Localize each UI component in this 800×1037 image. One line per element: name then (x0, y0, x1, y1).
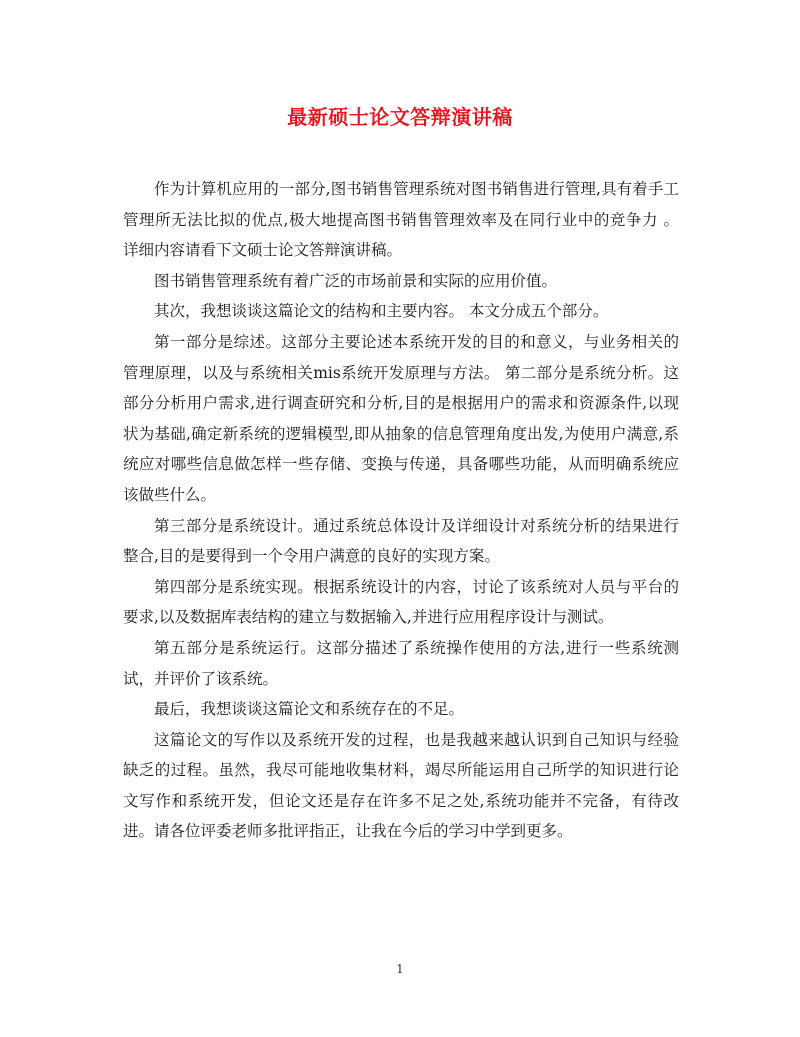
page-number: 1 (396, 962, 404, 976)
paragraph-structure: 其次，我想谈谈这篇论文的结构和主要内容。 本文分成五个部分。 (154, 302, 609, 321)
paragraph-part-five: 第五部分是系统运行。这部分描述了系统操作使用的方法,进行一些系统测试，并评价了该系统。 (123, 638, 679, 688)
paragraph-market-value: 图书销售管理系统有着广泛的市场前景和实际的应用价值。 (154, 271, 558, 290)
paragraph-part-three: 第三部分是系统设计。通过系统总体设计及详细设计对系统分析的结果进行整合,目的是要得到一个令用户满意的良好的实现方案。 (123, 516, 679, 566)
document-title: 最新硕士论文答辩演讲稿 (287, 105, 513, 129)
paragraph-conclusion: 这篇论文的写作以及系统开发的过程，也是我越来越认识到自己知识与经验缺乏的过程。虽然，我尽可能地收集材料，竭尽所能运用自己所学的知识进行论文写作和系统开发，但论文还是存在许多不足之处,系统功能并不完备，有待改进。请各位评委老师多批评指正，让我在今后的学习中学到更多。 (123, 730, 679, 841)
paragraph-part-one-two: 第一部分是综述。这部分主要论述本系统开发的目的和意义，与业务相关的管理原理，以及与系统相关mis系统开发原理与方法。 第二部分是系统分析。这部分分析用户需求,进行调查研究和分析,目的是根据用户的需求和资源条件,以现状为基础,确定新系统的逻辑模型,即从抽象的信息管理角度出发,为使用户满意,系统应对哪些信息做怎样一些存储、变换与传递，具备哪些功能，从而明确系统应该做些什么。 (123, 332, 679, 504)
document-body (123, 174, 679, 847)
paragraph-part-four: 第四部分是系统实现。根据系统设计的内容，讨论了该系统对人员与平台的要求,以及数据库表结构的建立与数据输入,并进行应用程序设计与测试。 (123, 577, 679, 627)
paragraph-intro: 作为计算机应用的一部分,图书销售管理系统对图书销售进行管理,具有着手工管理所无法比拟的优点,极大地提高图书销售管理效率及在同行业中的竞争力 。 详细内容请看下文硕士论文答辩演讲稿。 (123, 180, 679, 260)
paragraph-shortcomings-intro: 最后，我想谈谈这篇论文和系统存在的不足。 (154, 700, 465, 719)
